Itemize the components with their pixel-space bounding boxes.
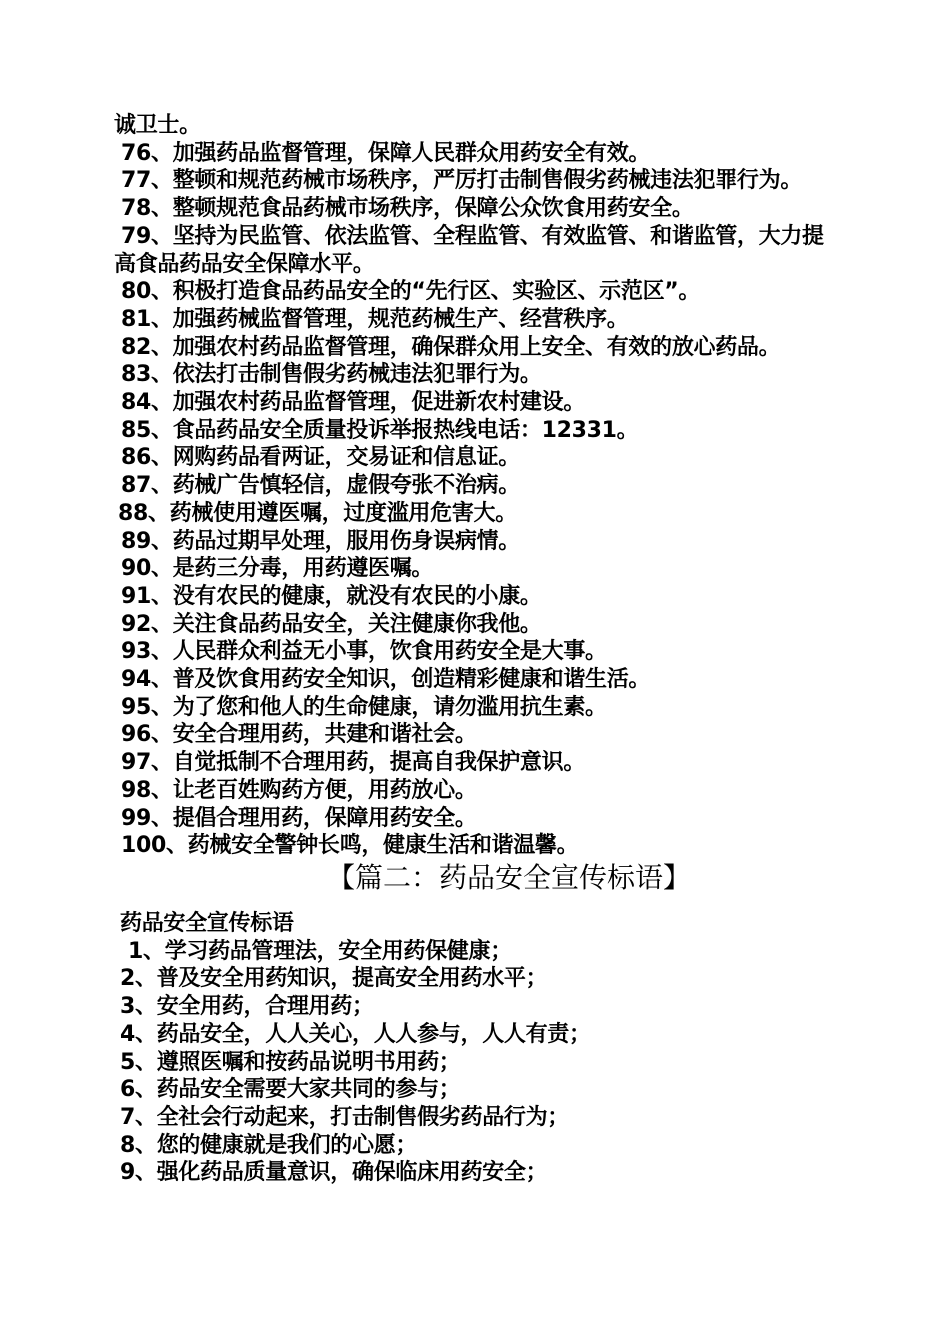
list-item-79-text: 79、坚持为民监管、依法监管、全程监管、有效监管、和谐监管，大力提高食品药品安全保障水平。 <box>114 223 824 277</box>
list-item-93: 93、人民群众利益无小事，饮食用药安全是大事。 <box>121 639 607 665</box>
section-heading: 【篇二：药品安全宣传标语】 <box>326 860 691 894</box>
list-item-80: 80、积极打造食品药品安全的“先行区、实验区、示范区”。 <box>121 279 701 305</box>
list-item-83: 83、依法打击制售假劣药械违法犯罪行为。 <box>121 362 542 388</box>
slogan-item-7: 7、全社会行动起来，打击制售假劣药品行为； <box>120 1104 570 1130</box>
slogan-item-8: 8、您的健康就是我们的心愿； <box>120 1132 418 1158</box>
list-item-81: 81、加强药械监督管理，规范药械生产、经营秩序。 <box>121 306 629 332</box>
list-item-100: 100、药械安全警钟长鸣，健康生活和谐温馨。 <box>121 833 579 859</box>
list-item-79 <box>114 223 834 278</box>
slogan-item-6: 6、药品安全需要大家共同的参与； <box>120 1077 461 1103</box>
list-item-98: 98、让老百姓购药方便，用药放心。 <box>121 777 477 803</box>
list-item-92: 92、关注食品药品安全，关注健康你我他。 <box>121 611 542 637</box>
list-item-82: 82、加强农村药品监督管理，确保群众用上安全、有效的放心药品。 <box>121 334 781 360</box>
list-item-87: 87、药械广告慎轻信，虚假夸张不治病。 <box>121 473 520 499</box>
list-item-94: 94、普及饮食用药安全知识，创造精彩健康和谐生活。 <box>121 667 651 693</box>
list-item-97: 97、自觉抵制不合理用药，提高自我保护意识。 <box>121 750 586 776</box>
slogan-item-4: 4、药品安全，人人关心，人人参与，人人有责； <box>120 1021 591 1047</box>
list-item-84: 84、加强农村药品监督管理，促进新农村建设。 <box>121 390 586 416</box>
list-item-90: 90、是药三分毒，用药遵医嘱。 <box>121 556 434 582</box>
list-item-88: 88、药械使用遵医嘱，过度滥用危害大。 <box>118 500 517 526</box>
section-subtitle: 药品安全宣传标语 <box>120 910 294 936</box>
list-item-96: 96、安全合理用药，共建和谐社会。 <box>121 722 477 748</box>
slogan-item-2: 2、普及安全用药知识，提高安全用药水平； <box>120 966 548 992</box>
slogan-item-1: 1、学习药品管理法，安全用药保健康； <box>128 938 512 964</box>
list-item-77-text: 77、整顿和规范药械市场秩序，严厉打击制售假劣药械违法犯罪行为。 <box>121 168 803 194</box>
list-item-99: 99、提倡合理用药，保障用药安全。 <box>121 805 477 831</box>
list-item-89: 89、药品过期早处理，服用伤身误病情。 <box>121 528 520 554</box>
continuation-line: 诚卫士。 <box>114 113 201 138</box>
slogan-item-5: 5、遵照医嘱和按药品说明书用药； <box>120 1049 461 1075</box>
list-item-85: 85、食品药品安全质量投诉举报热线电话：12331。 <box>121 417 639 443</box>
slogan-item-3: 3、安全用药，合理用药； <box>120 994 374 1020</box>
list-item-95: 95、为了您和他人的生命健康，请勿滥用抗生素。 <box>121 694 607 720</box>
list-item-77 <box>114 167 834 195</box>
list-item-91: 91、没有农民的健康，就没有农民的小康。 <box>121 583 542 609</box>
list-item-76: 76、加强药品监督管理，保障人民群众用药安全有效。 <box>121 140 651 166</box>
document-body <box>114 112 844 1187</box>
slogan-list <box>114 938 844 1187</box>
slogan-item-9: 9、强化药品质量意识，确保临床用药安全； <box>120 1160 548 1186</box>
list-item-86: 86、网购药品看两证，交易证和信息证。 <box>121 445 520 471</box>
list-item-78: 78、整顿规范食品药械市场秩序，保障公众饮食用药安全。 <box>121 196 694 222</box>
